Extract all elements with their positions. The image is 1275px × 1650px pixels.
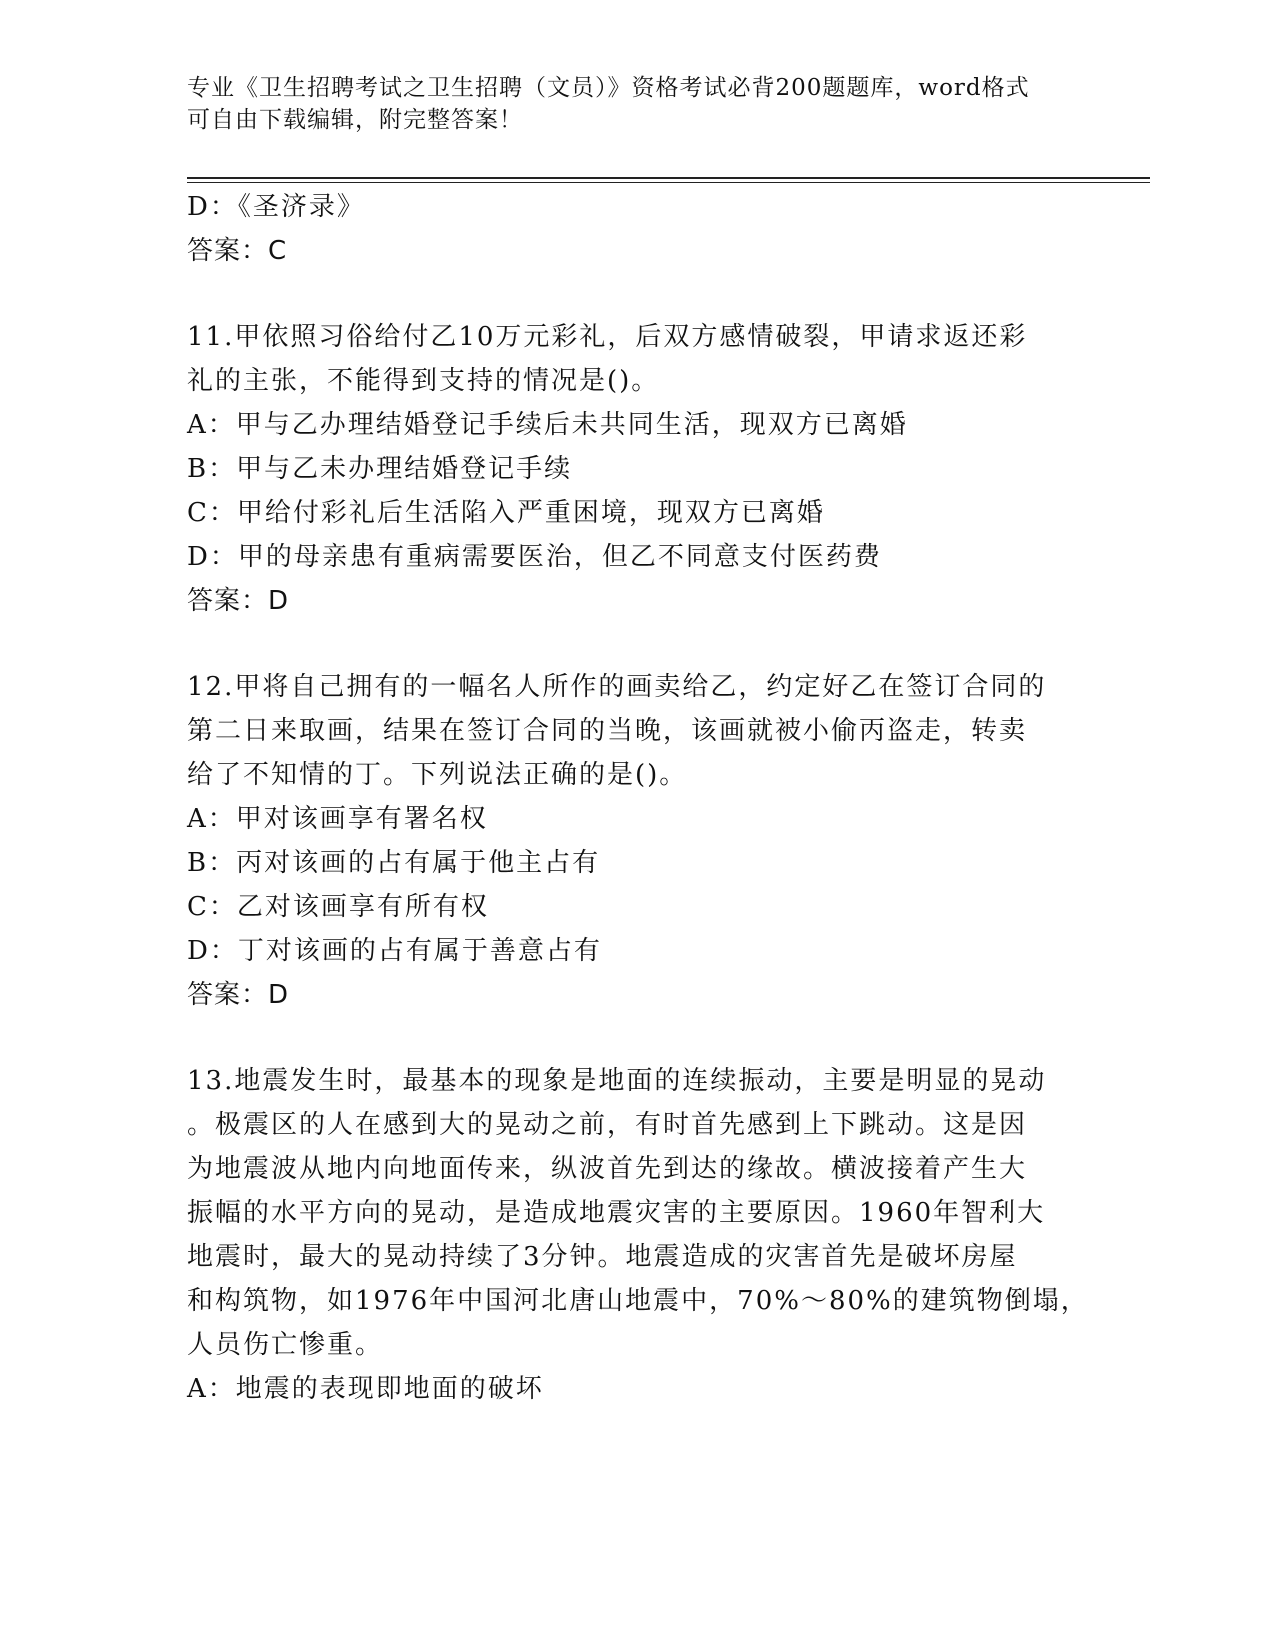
question-stem-line: 人员伤亡惨重。 bbox=[187, 1330, 384, 1360]
option-c: C：甲给付彩礼后生活陷入严重困境，现双方已离婚 bbox=[187, 498, 825, 528]
question-stem-line: 13.地震发生时，最基本的现象是地面的连续振动，主要是明显的晃动 bbox=[187, 1066, 1047, 1096]
answer: 答案：D bbox=[187, 980, 290, 1010]
question-stem-line: 第二日来取画，结果在签订合同的当晚，该画就被小偷丙盗走，转卖 bbox=[187, 716, 1028, 746]
option-c: C：乙对该画享有所有权 bbox=[187, 892, 489, 922]
answer: 答案：C bbox=[187, 236, 288, 266]
option-a: A：甲对该画享有署名权 bbox=[187, 804, 488, 834]
question-stem-line: 。极震区的人在感到大的晃动之前，有时首先感到上下跳动。这是因 bbox=[187, 1110, 1028, 1140]
question-stem-line: 礼的主张，不能得到支持的情况是()。 bbox=[187, 366, 660, 396]
question-stem-line: 振幅的水平方向的晃动，是造成地震灾害的主要原因。1960年智利大 bbox=[187, 1198, 1046, 1228]
question-stem-line: 地震时，最大的晃动持续了3分钟。地震造成的灾害首先是破坏房屋 bbox=[187, 1242, 1018, 1272]
header-line-2: 可自由下载编辑，附完整答案！ bbox=[187, 107, 523, 133]
option-d: D：丁对该画的占有属于善意占有 bbox=[187, 936, 602, 966]
option-d: D：《圣济录》 bbox=[187, 192, 365, 222]
question-stem-line: 11.甲依照习俗给付乙10万元彩礼，后双方感情破裂，甲请求返还彩 bbox=[187, 322, 1028, 352]
option-b: B：丙对该画的占有属于他主占有 bbox=[187, 848, 601, 878]
question-stem-line: 和构筑物，如1976年中国河北唐山地震中，70%～80%的建筑物倒塌， bbox=[187, 1286, 1089, 1316]
question-stem-line: 12.甲将自己拥有的一幅名人所作的画卖给乙，约定好乙在签订合同的 bbox=[187, 672, 1047, 702]
question-stem-line: 为地震波从地内向地面传来，纵波首先到达的缘故。横波接着产生大 bbox=[187, 1154, 1028, 1184]
header-line-1: 专业《卫生招聘考试之卫生招聘（文员）》资格考试必背200题题库，word格式 bbox=[187, 75, 1030, 101]
option-a: A：地震的表现即地面的破坏 bbox=[187, 1374, 544, 1404]
option-b: B：甲与乙未办理结婚登记手续 bbox=[187, 454, 573, 484]
header-rule-thick bbox=[187, 177, 1150, 179]
page-header bbox=[187, 72, 1087, 136]
answer: 答案：D bbox=[187, 586, 290, 616]
option-d: D：甲的母亲患有重病需要医治，但乙不同意支付医药费 bbox=[187, 542, 882, 572]
question-stem-line: 给了不知情的丁。下列说法正确的是()。 bbox=[187, 760, 688, 790]
option-a: A：甲与乙办理结婚登记手续后未共同生活，现双方已离婚 bbox=[187, 410, 908, 440]
header-rule-thin bbox=[187, 182, 1150, 183]
